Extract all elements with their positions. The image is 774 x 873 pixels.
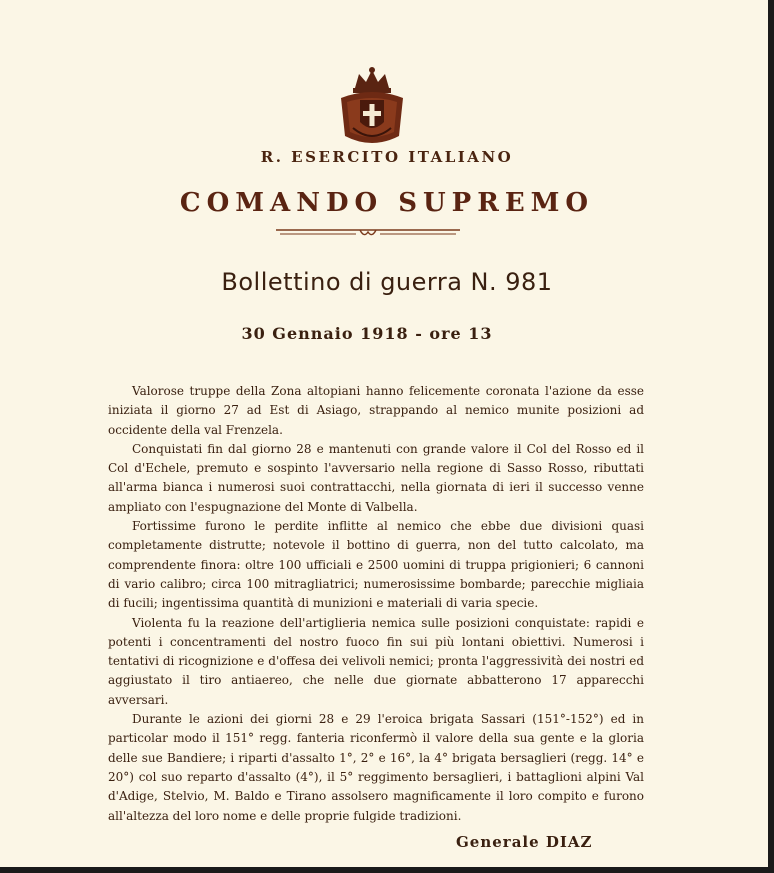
paragraph: Valorose truppe della Zona altopiani hanno felicemente coronata l'azione da esse iniziata il giorno 27 ad Est di Asiago, strappando al nemico munite posizioni ad occidente della val Frenzela.	[108, 384, 644, 437]
command-title: COMANDO SUPREMO	[179, 188, 595, 218]
bulletin-number: Bollettino di guerra N. 981	[221, 268, 553, 296]
scan-edge-right	[768, 0, 774, 873]
ornament-divider	[276, 226, 460, 240]
paragraph: Fortissime furono le perdite inflitte al nemico che ebbe due divisioni quasi completamente distrutte; notevole il bottino di guerra, non del tutto calcolato, ma comprendente finora: oltre 100 ufficiali e 2500 uomini di truppa prigionieri; 6 cannoni di vario calibro; circa 100 mitragliatrici; numerosissime bombarde; parecchie migliaia di fucili; ingentissima quantità di munizioni e materiali di varia specie.	[108, 519, 644, 611]
paragraph: Durante le azioni dei giorni 28 e 29 l'eroica brigata Sassari (151°-152°) ed in particolar modo il 151° regg. fanteria riconfermò il valore della sua gente e la gloria delle sue Bandiere; i riparti d'assalto 1°, 2° e 16°, la 4° brigata bersaglieri (regg. 14° e 20°) col suo reparto d'assalto (4°), il 5° reggimento bersaglieri, i battaglioni alpini Val d'Adige, Stelvio, M. Baldo e Tirano assolsero magnificamente il loro compito e furono all'altezza del loro nome e delle proprie fulgide tradizioni.	[108, 712, 644, 823]
bulletin-body	[108, 382, 644, 826]
scan-edge-bottom	[0, 867, 774, 873]
bulletin-date: 30 Gennaio 1918 - ore 13	[241, 324, 493, 343]
signature: Generale DIAZ	[456, 833, 593, 851]
royal-crest-icon	[333, 66, 411, 148]
paragraph: Violenta fu la reazione dell'artiglieria nemica sulle posizioni conquistate: rapidi e potenti i concentramenti del nostro fuoco fin sui più lontani obiettivi. Numerosi i tentativi di ricognizione e d'offesa dei velivoli nemici; pronta l'aggressività dei nostri ed aggiustato il tiro antiaereo, che nelle due giornate abbatterono 17 apparecchi avversari.	[108, 615, 644, 707]
army-title: R. ESERCITO ITALIANO	[260, 148, 514, 166]
paragraph: Conquistati fin dal giorno 28 e mantenuti con grande valore il Col del Rosso ed il Col d'Echele, premuto e sospinto l'avversario nella regione di Sasso Rosso, ributtati all'arma bianca i numerosi suoi contrattacchi, nella giornata di ieri il successo venne ampliato con l'espugnazione del Monte di Valbella.	[108, 441, 644, 514]
